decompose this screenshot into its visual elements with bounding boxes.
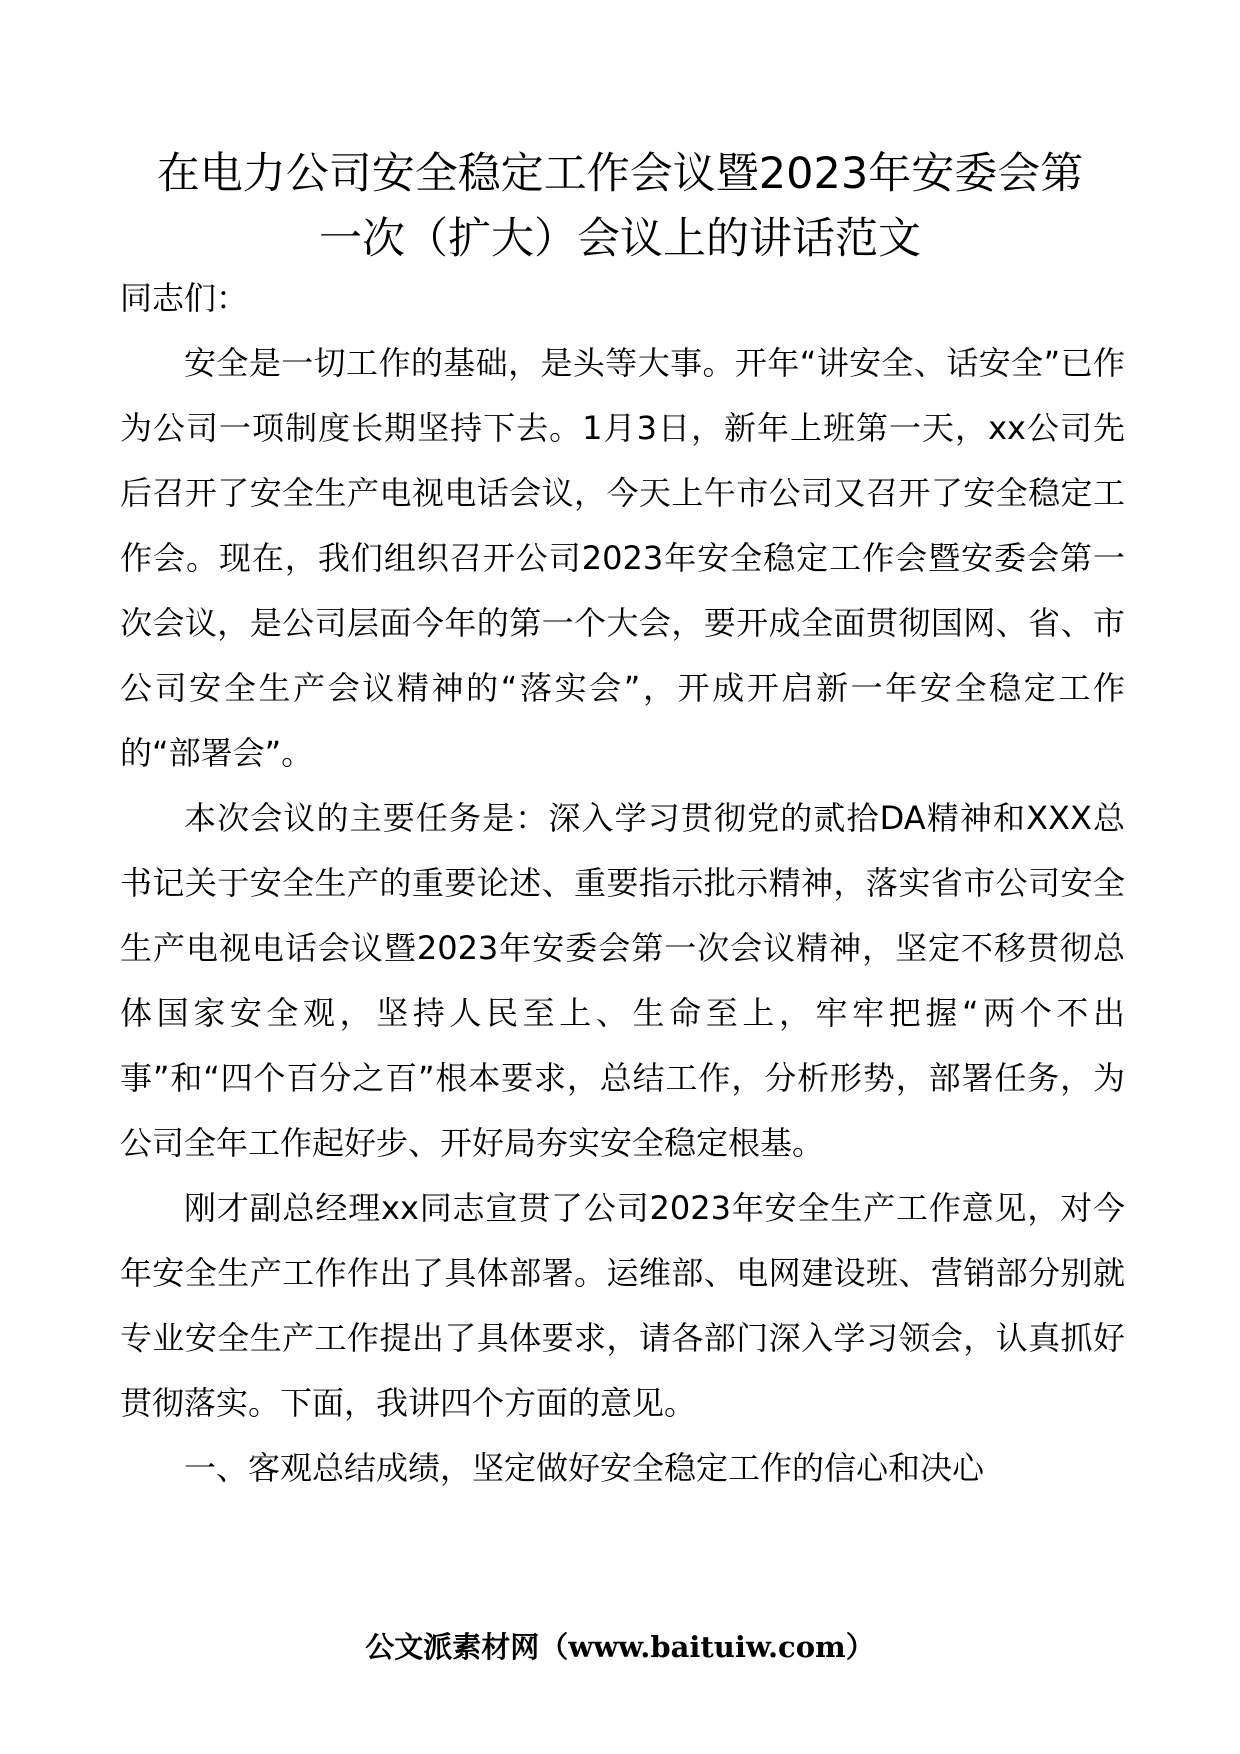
paragraph-3: 刚才副总经理xx同志宣贯了公司2023年安全生产工作意见，对今年安全生产工作作出了具体部署。运维部、电网建设班、营销部分别就专业安全生产工作提出了具体要求，请各部门深入学习领会，认真抓好贯彻落实。下面，我讲四个方面的意见。 — [120, 1189, 1125, 1422]
document-title-line-1: 在电力公司安全稳定工作会议暨2023年安委会第 — [156, 149, 1084, 199]
paragraph-2: 本次会议的主要任务是：深入学习贯彻党的贰拾DA精神和XXX总书记关于安全生产的重要论述、重要指示批示精神，落实省市公司安全生产电视电话会议暨2023年安委会第一次会议精神，坚定不移贯彻总体国家安全观，坚持人民至上、生命至上，牢牢把握“两个不出事”和“四个百分之百”根本要求，总结工作，分析形势，部署任务，为公司全年工作起好步、开好局夯实安全稳定根基。 — [120, 799, 1125, 1162]
salutation: 同志们： — [120, 279, 249, 317]
document-title — [100, 142, 1140, 272]
document-body — [120, 266, 1125, 1501]
document-title-line-2: 一次（扩大）会议上的讲话范文 — [319, 214, 921, 264]
footer-watermark: 公文派素材网（www.baituiw.com） — [365, 1630, 875, 1664]
section-heading-1: 一、客观总结成绩，坚定做好安全稳定工作的信心和决心 — [184, 1449, 985, 1487]
paragraph-1: 安全是一切工作的基础，是头等大事。开年“讲安全、话安全”已作为公司一项制度长期坚持下去。1月3日，新年上班第一天，xx公司先后召开了安全生产电视电话会议，今天上午市公司又召开了安全稳定工作会。现在，我们组织召开公司2023年安全稳定工作会暨安委会第一次会议，是公司层面今年的第一个大会，要开成全面贯彻国网、省、市公司安全生产会议精神的“落实会”，开成开启新一年安全稳定工作的“部署会”。 — [120, 344, 1125, 772]
